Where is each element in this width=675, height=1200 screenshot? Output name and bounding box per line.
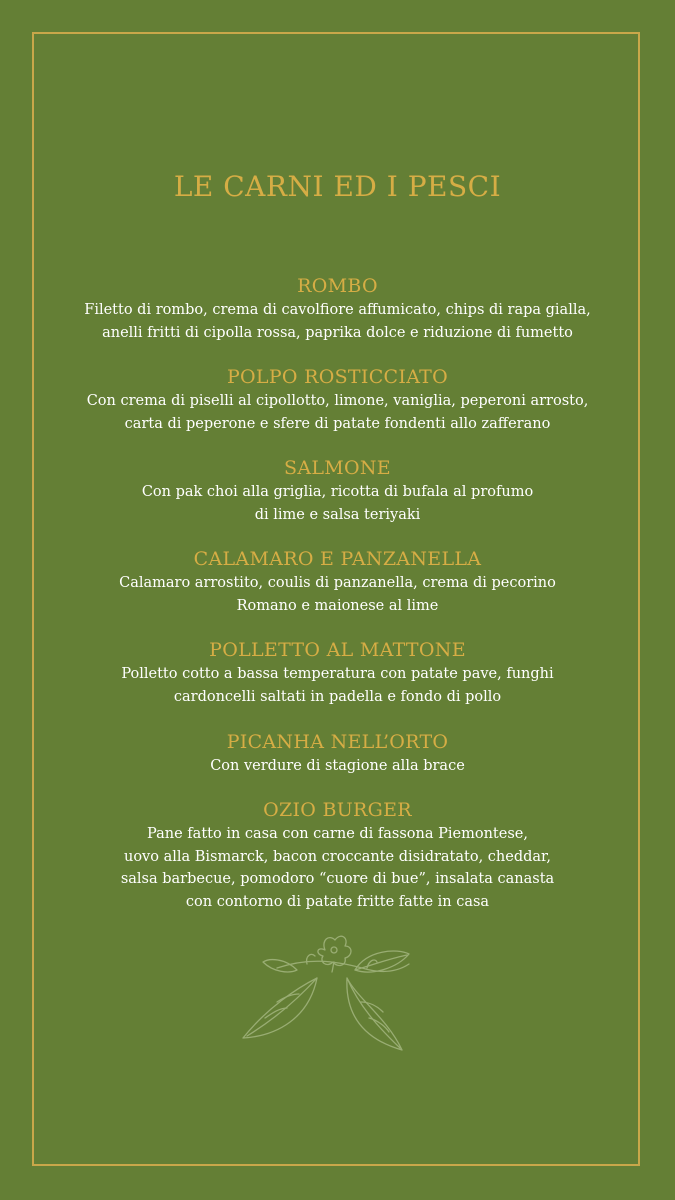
dish-name: OZIO BURGER: [263, 799, 412, 821]
dish-salmone: [0, 455, 675, 526]
dish-description-line: Con verdure di stagione alla brace: [210, 758, 465, 774]
dish-description-line: Polletto cotto a bassa temperatura con patate pave, funghi: [121, 666, 554, 682]
dish-picanha-nell-orto: [0, 729, 675, 778]
dish-description-line: Filetto di rombo, crema di cavolfiore affumicato, chips di rapa gialla,: [84, 302, 591, 318]
dish-description-line: anelli fritti di cipolla rossa, paprika dolce e riduzione di fumetto: [102, 324, 573, 341]
dish-name: SALMONE: [284, 457, 391, 479]
dish-description-line: Con crema di piselli al cipollotto, limone, vaniglia, peperoni arrosto,: [86, 393, 589, 409]
dish-description: [0, 572, 675, 617]
dish-description: [0, 299, 675, 344]
dish-description: [0, 755, 675, 778]
dish-ozio-burger: [0, 797, 675, 913]
dish-description-line: Romano e maionese al lime: [236, 597, 439, 614]
dish-description: [0, 823, 675, 913]
dish-rombo: [0, 273, 675, 344]
dish-name: CALAMARO E PANZANELLA: [193, 548, 482, 570]
dish-name: PICANHA NELL’ORTO: [226, 731, 449, 753]
dish-name: POLPO ROSTICCIATO: [226, 366, 449, 388]
dish-polpo-rosticciato: [0, 364, 675, 435]
dish-description: [0, 663, 675, 708]
dish-polletto-al-mattone: [0, 637, 675, 708]
dish-description: [0, 390, 675, 435]
dish-description-line: salsa barbecue, pomodoro “cuore di bue”, insalata canasta: [120, 871, 555, 887]
dish-description-line: Con pak choi alla griglia, ricotta di bufala al profumo: [141, 484, 534, 500]
dish-name: POLLETTO AL MATTONE: [209, 639, 466, 661]
dish-description-line: cardoncelli saltati in padella e fondo di pollo: [173, 688, 502, 705]
dish-description-line: con contorno di patate fritte fatte in casa: [185, 893, 490, 910]
dish-description-line: uovo alla Bismarck, bacon croccante disidratato, cheddar,: [123, 848, 551, 865]
dish-name: ROMBO: [297, 275, 378, 297]
dish-description-line: di lime e salsa teriyaki: [254, 506, 421, 523]
dish-description-line: Calamaro arrostito, coulis di panzanella, crema di pecorino: [119, 575, 556, 591]
menu-section-title: LE CARNI ED I PESCI: [173, 170, 502, 203]
dish-description-line: Pane fatto in casa con carne di fassona Piemontese,: [147, 826, 528, 842]
dish-description: [0, 481, 675, 526]
dish-calamaro-e-panzanella: [0, 546, 675, 617]
dish-description-line: carta di peperone e sfere di patate fondenti allo zafferano: [124, 415, 551, 432]
botanical-flower-branch-icon: [237, 928, 417, 1058]
